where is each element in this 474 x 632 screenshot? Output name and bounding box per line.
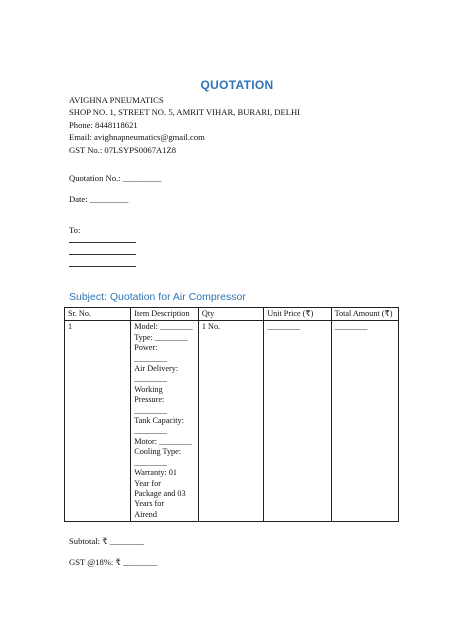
company-details [69, 94, 300, 156]
spec-line: ________ [134, 426, 167, 436]
header-total-amount: Total Amount (₹) [331, 308, 398, 321]
spec-line: Motor: ________ [134, 436, 192, 446]
recipient-line-2 [69, 254, 136, 255]
company-gst: GST No.: 07LSYPS0067A1Z8 [69, 144, 177, 155]
header-unit-price: Unit Price (₹) [264, 308, 331, 321]
recipient-line-1 [69, 242, 136, 243]
date-field: Date: _________ [69, 194, 129, 204]
spec-line: ________ [134, 374, 167, 384]
spec-line: ________ [134, 405, 167, 415]
company-address: SHOP NO. 1, STREET NO. 5, AMRIT VIHAR, BURARI, DELHI [69, 107, 301, 118]
spec-line: Year for [134, 478, 161, 488]
cell-sr-no: 1 [65, 321, 131, 522]
spec-line: Package and 03 [134, 488, 186, 498]
subtotal-field: Subtotal: ₹ ________ [69, 536, 145, 546]
spec-line: Airend [134, 509, 157, 519]
spec-line: Cooling Type: [134, 447, 182, 457]
spec-line: Model: ________ [134, 322, 193, 332]
quotation-table [64, 307, 399, 522]
to-label: To: [69, 225, 81, 235]
spec-line: ________ [134, 353, 167, 363]
spec-line: Pressure: [134, 395, 165, 405]
table-header-row [65, 308, 399, 321]
spec-line: Working [134, 384, 163, 394]
spec-line: Power: [134, 343, 158, 353]
recipient-line-3 [69, 266, 136, 267]
header-item-description: Item Description [131, 308, 199, 321]
spec-line: Years for [134, 499, 165, 509]
spec-line: Warranty: 01 [134, 468, 177, 478]
cell-unit-price: ________ [264, 321, 331, 522]
spec-line: Tank Capacity: [134, 416, 184, 426]
company-email: Email: avighnapneumatics@gmail.com [69, 132, 205, 143]
company-name: AVIGHNA PNEUMATICS [69, 95, 164, 105]
document-title: QUOTATION [200, 78, 274, 92]
subject-heading: Subject: Quotation for Air Compressor [69, 291, 246, 303]
spec-line: Air Delivery: [134, 364, 179, 374]
table-row [65, 321, 399, 522]
spec-line: Type: ________ [134, 332, 188, 342]
header-qty: Qty [198, 308, 263, 321]
company-phone: Phone: 8448118621 [69, 119, 138, 130]
header-sr-no: Sr. No. [65, 308, 131, 321]
quotation-number-field: Quotation No.: _________ [69, 173, 162, 183]
cell-total-amount: ________ [331, 321, 398, 522]
cell-qty: 1 No. [198, 321, 263, 522]
cell-item-description [131, 321, 199, 522]
gst-field: GST @18%: ₹ ________ [69, 557, 158, 567]
spec-line: ________ [134, 457, 167, 467]
